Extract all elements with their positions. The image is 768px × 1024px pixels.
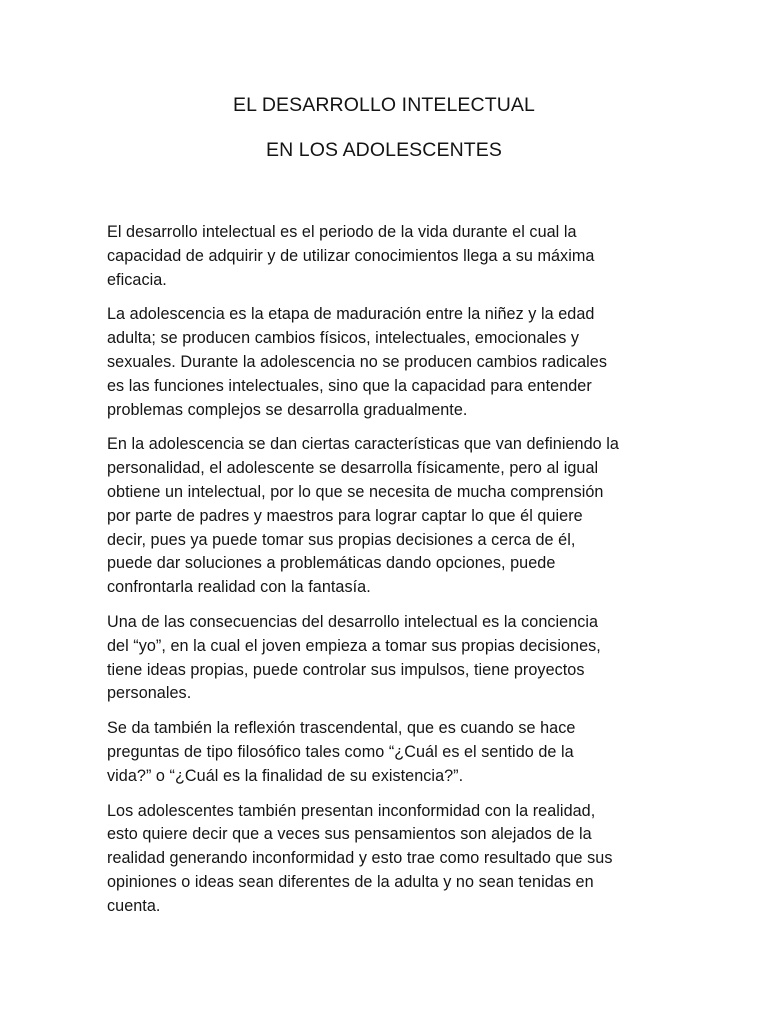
document-body: [107, 221, 667, 930]
text-line: En la adolescencia se dan ciertas características que van definiendo la: [107, 435, 619, 454]
paragraph: [107, 717, 667, 788]
text-line: decir, pues ya puede tomar sus propias decisiones a cerca de él,: [107, 530, 576, 549]
text-line: cuenta.: [107, 896, 161, 915]
text-line: Se da también la reflexión trascendental, que es cuando se hace: [107, 719, 576, 738]
text-line: realidad generando inconformidad y esto trae como resultado que sus: [107, 849, 613, 868]
text-line: sexuales. Durante la adolescencia no se producen cambios radicales: [107, 352, 608, 371]
text-line: obtiene un intelectual, por lo que se necesita de mucha comprensión: [107, 482, 604, 501]
text-line: confrontarla realidad con la fantasía.: [107, 578, 371, 597]
text-line: capacidad de adquirir y de utilizar conocimientos llega a su máxima: [107, 246, 595, 265]
document-title-line-1: EL DESARROLLO INTELECTUAL: [233, 94, 535, 116]
paragraph: [107, 221, 667, 292]
text-line: personalidad, el adolescente se desarrolla físicamente, pero al igual: [107, 459, 599, 478]
text-line: por parte de padres y maestros para lograr captar lo que él quiere: [107, 506, 583, 525]
text-line: es las funciones intelectuales, sino que la capacidad para entender: [107, 376, 592, 395]
text-line: problemas complejos se desarrolla gradualmente.: [107, 400, 468, 419]
text-line: eficacia.: [107, 270, 167, 289]
text-line: adulta; se producen cambios físicos, intelectuales, emocionales y: [107, 329, 580, 348]
text-line: personales.: [107, 684, 192, 703]
paragraph: [107, 433, 667, 600]
text-line: La adolescencia es la etapa de maduración entre la niñez y la edad: [107, 305, 595, 324]
text-line: preguntas de tipo filosófico tales como “¿Cuál es el sentido de la: [107, 742, 574, 761]
text-line: Los adolescentes también presentan inconformidad con la realidad,: [107, 801, 596, 820]
text-line: El desarrollo intelectual es el periodo de la vida durante el cual la: [107, 223, 577, 241]
text-line: puede dar soluciones a problemáticas dando opciones, puede: [107, 554, 556, 573]
document-title-line-2: EN LOS ADOLESCENTES: [266, 139, 502, 161]
paragraph: [107, 800, 667, 919]
text-line: opiniones o ideas sean diferentes de la adulta y no sean tenidas en: [107, 872, 594, 891]
text-line: tiene ideas propias, puede controlar sus impulsos, tiene proyectos: [107, 660, 585, 679]
text-line: Una de las consecuencias del desarrollo intelectual es la conciencia: [107, 612, 599, 631]
text-line: del “yo”, en la cual el joven empieza a tomar sus propias decisiones,: [107, 636, 601, 655]
paragraph: [107, 611, 667, 706]
text-line: esto quiere decir que a veces sus pensamientos son alejados de la: [107, 825, 592, 844]
text-line: vida?” o “¿Cuál es la finalidad de su existencia?”.: [107, 766, 464, 785]
paragraph: [107, 303, 667, 422]
